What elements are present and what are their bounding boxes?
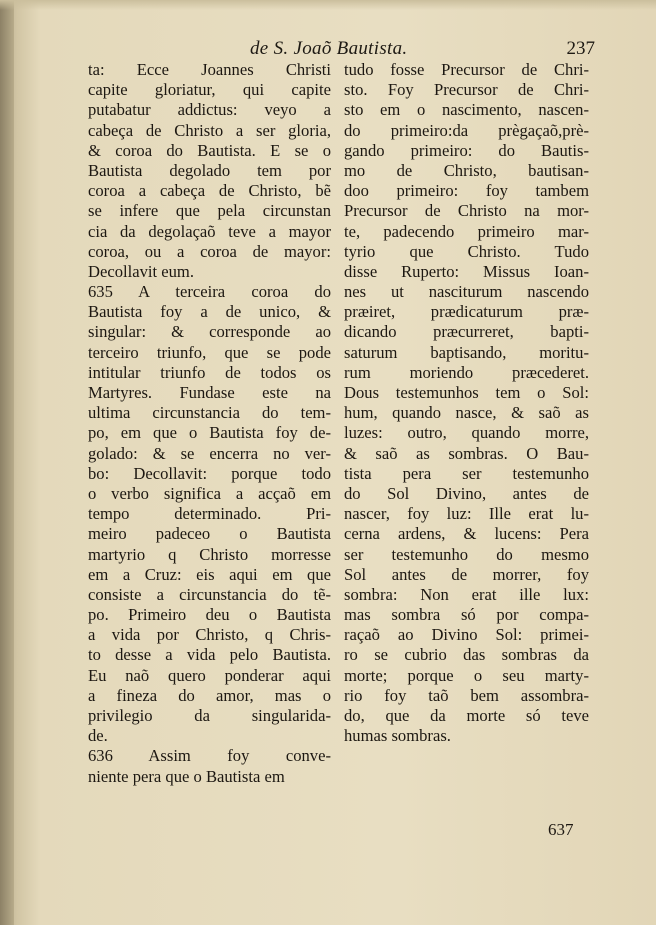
text-line: a vida por Christo, q Chris-: [88, 625, 331, 645]
text-line: raçaõ ao Divino Sol: primei-: [344, 625, 589, 645]
text-line: golado: & se encerra no ver-: [88, 443, 331, 463]
right-text-column: [344, 60, 589, 746]
text-line: martyrio q Christo morresse: [88, 544, 331, 564]
text-line: to desse a vida pelo Bautista.: [88, 645, 331, 665]
text-line: rum moriendo præcederet.: [344, 362, 589, 382]
text-line: nascer, foy luz: Ille erat lu-: [344, 504, 589, 524]
text-line: intitular triunfo de todos os: [88, 362, 331, 382]
text-line: niente pera que o Bautista em: [88, 766, 285, 786]
text-line: de.: [88, 726, 108, 746]
text-line: do Sol Divino, antes de: [344, 483, 589, 503]
text-line: Bautista degolado tem por: [88, 160, 331, 180]
text-line: coroa, ou a coroa de mayor:: [88, 241, 331, 261]
text-line: disse Ruperto: Missus Ioan-: [344, 261, 589, 281]
text-line: a fineza do amor, mas o: [88, 685, 331, 705]
text-line: singular: & corresponde ao: [88, 322, 331, 342]
binding-gutter: [0, 0, 14, 925]
text-line: saturum baptisando, moritu-: [344, 342, 589, 362]
text-line: ultima circunstancia do tem-: [88, 403, 331, 423]
text-line: tyrio que Christo. Tudo: [344, 241, 589, 261]
text-line: do, que da morte só teve: [344, 706, 589, 725]
text-line: po. Primeiro deu o Bautista: [88, 605, 331, 625]
text-line: Martyres. Fundase este na: [88, 383, 331, 402]
text-line: hum, quando nasce, & saõ as: [344, 403, 589, 423]
text-line: terceiro triunfo, que se pode: [88, 342, 331, 362]
text-line: Precursor de Christo na mor-: [344, 201, 589, 221]
text-line: consiste a circunstancia do tẽ-: [88, 584, 331, 604]
text-line: cia da degolaçaõ teve a mayor: [88, 221, 331, 241]
text-line: tempo determinado. Pri-: [88, 504, 331, 524]
text-line: em a Cruz: eis aqui em que: [88, 564, 331, 584]
text-line: præiret, prædicaturum præ-: [344, 302, 589, 322]
text-line: Bautista foy a de unico, &: [88, 302, 331, 322]
text-line: po, em que o Bautista foy de-: [88, 423, 331, 443]
text-line: Decollavit eum.: [88, 261, 194, 281]
catchword: 637: [548, 820, 574, 839]
page-number: 237: [566, 38, 595, 59]
text-line: privilegio da singularida-: [88, 706, 331, 725]
text-line: tudo fosse Precursor de Chri-: [344, 60, 589, 79]
text-line: dicando præcurreret, bapti-: [344, 322, 589, 342]
text-line: se infere que pela circunstan: [88, 201, 331, 221]
text-line: Sol antes de morrer, foy: [344, 564, 589, 584]
text-line: cerna ardens, & lucens: Pera: [344, 524, 589, 544]
text-line: putabatur addictus: veyo a: [88, 100, 331, 120]
text-line: Eu naõ quero ponderar aqui: [88, 665, 331, 685]
text-line: do primeiro:da prègaçaõ,prè-: [344, 120, 589, 140]
text-line: o verbo significa a acçaõ em: [88, 483, 331, 503]
text-line: bo: Decollavit: porque todo: [88, 463, 331, 483]
text-line: ro se cubrio das sombras da: [344, 645, 589, 665]
text-line: te, padecendo primeiro mar-: [344, 221, 589, 241]
text-line: tista pera ser testemunho: [344, 463, 589, 483]
text-line: sto em o nascimento, nascen-: [344, 100, 589, 120]
text-line: morte; porque o seu marty-: [344, 665, 589, 685]
text-line: 636 Assim foy conve-: [88, 746, 331, 766]
text-line: capite gloriatur, qui capite: [88, 80, 331, 100]
text-line: Dous testemunhos tem o Sol:: [344, 383, 589, 402]
text-line: mo de Christo, bautisan-: [344, 160, 589, 180]
text-line: sto. Foy Precursor de Chri-: [344, 80, 589, 100]
text-line: coroa a cabeça de Christo, bẽ: [88, 181, 331, 201]
text-line: & saõ as sombras. O Bau-: [344, 443, 589, 463]
text-line: & coroa do Bautista. E se o: [88, 140, 331, 160]
text-line: rio foy taõ bem assombra-: [344, 685, 589, 705]
page-top-edge: [0, 0, 656, 10]
text-line: 635 A terceira coroa do: [88, 282, 331, 302]
text-line: doo primeiro: foy tambem: [344, 181, 589, 201]
text-line: sombra: Non erat ille lux:: [344, 584, 589, 604]
text-line: luzes: outro, quando morre,: [344, 423, 589, 443]
left-text-column: [88, 60, 331, 787]
text-line: ser testemunho do mesmo: [344, 544, 589, 564]
text-line: gando primeiro: do Bautis-: [344, 140, 589, 160]
text-line: humas sombras.: [344, 726, 451, 746]
text-line: mas sombra só por compa-: [344, 605, 589, 625]
text-line: cabeça de Christo a ser gloria,: [88, 120, 331, 140]
text-line: nes ut nasciturum nascendo: [344, 282, 589, 302]
text-line: ta: Ecce Joannes Christi: [88, 60, 331, 79]
text-line: meiro padeceo o Bautista: [88, 524, 331, 544]
running-title: de S. Joaõ Bautista.: [250, 38, 408, 59]
